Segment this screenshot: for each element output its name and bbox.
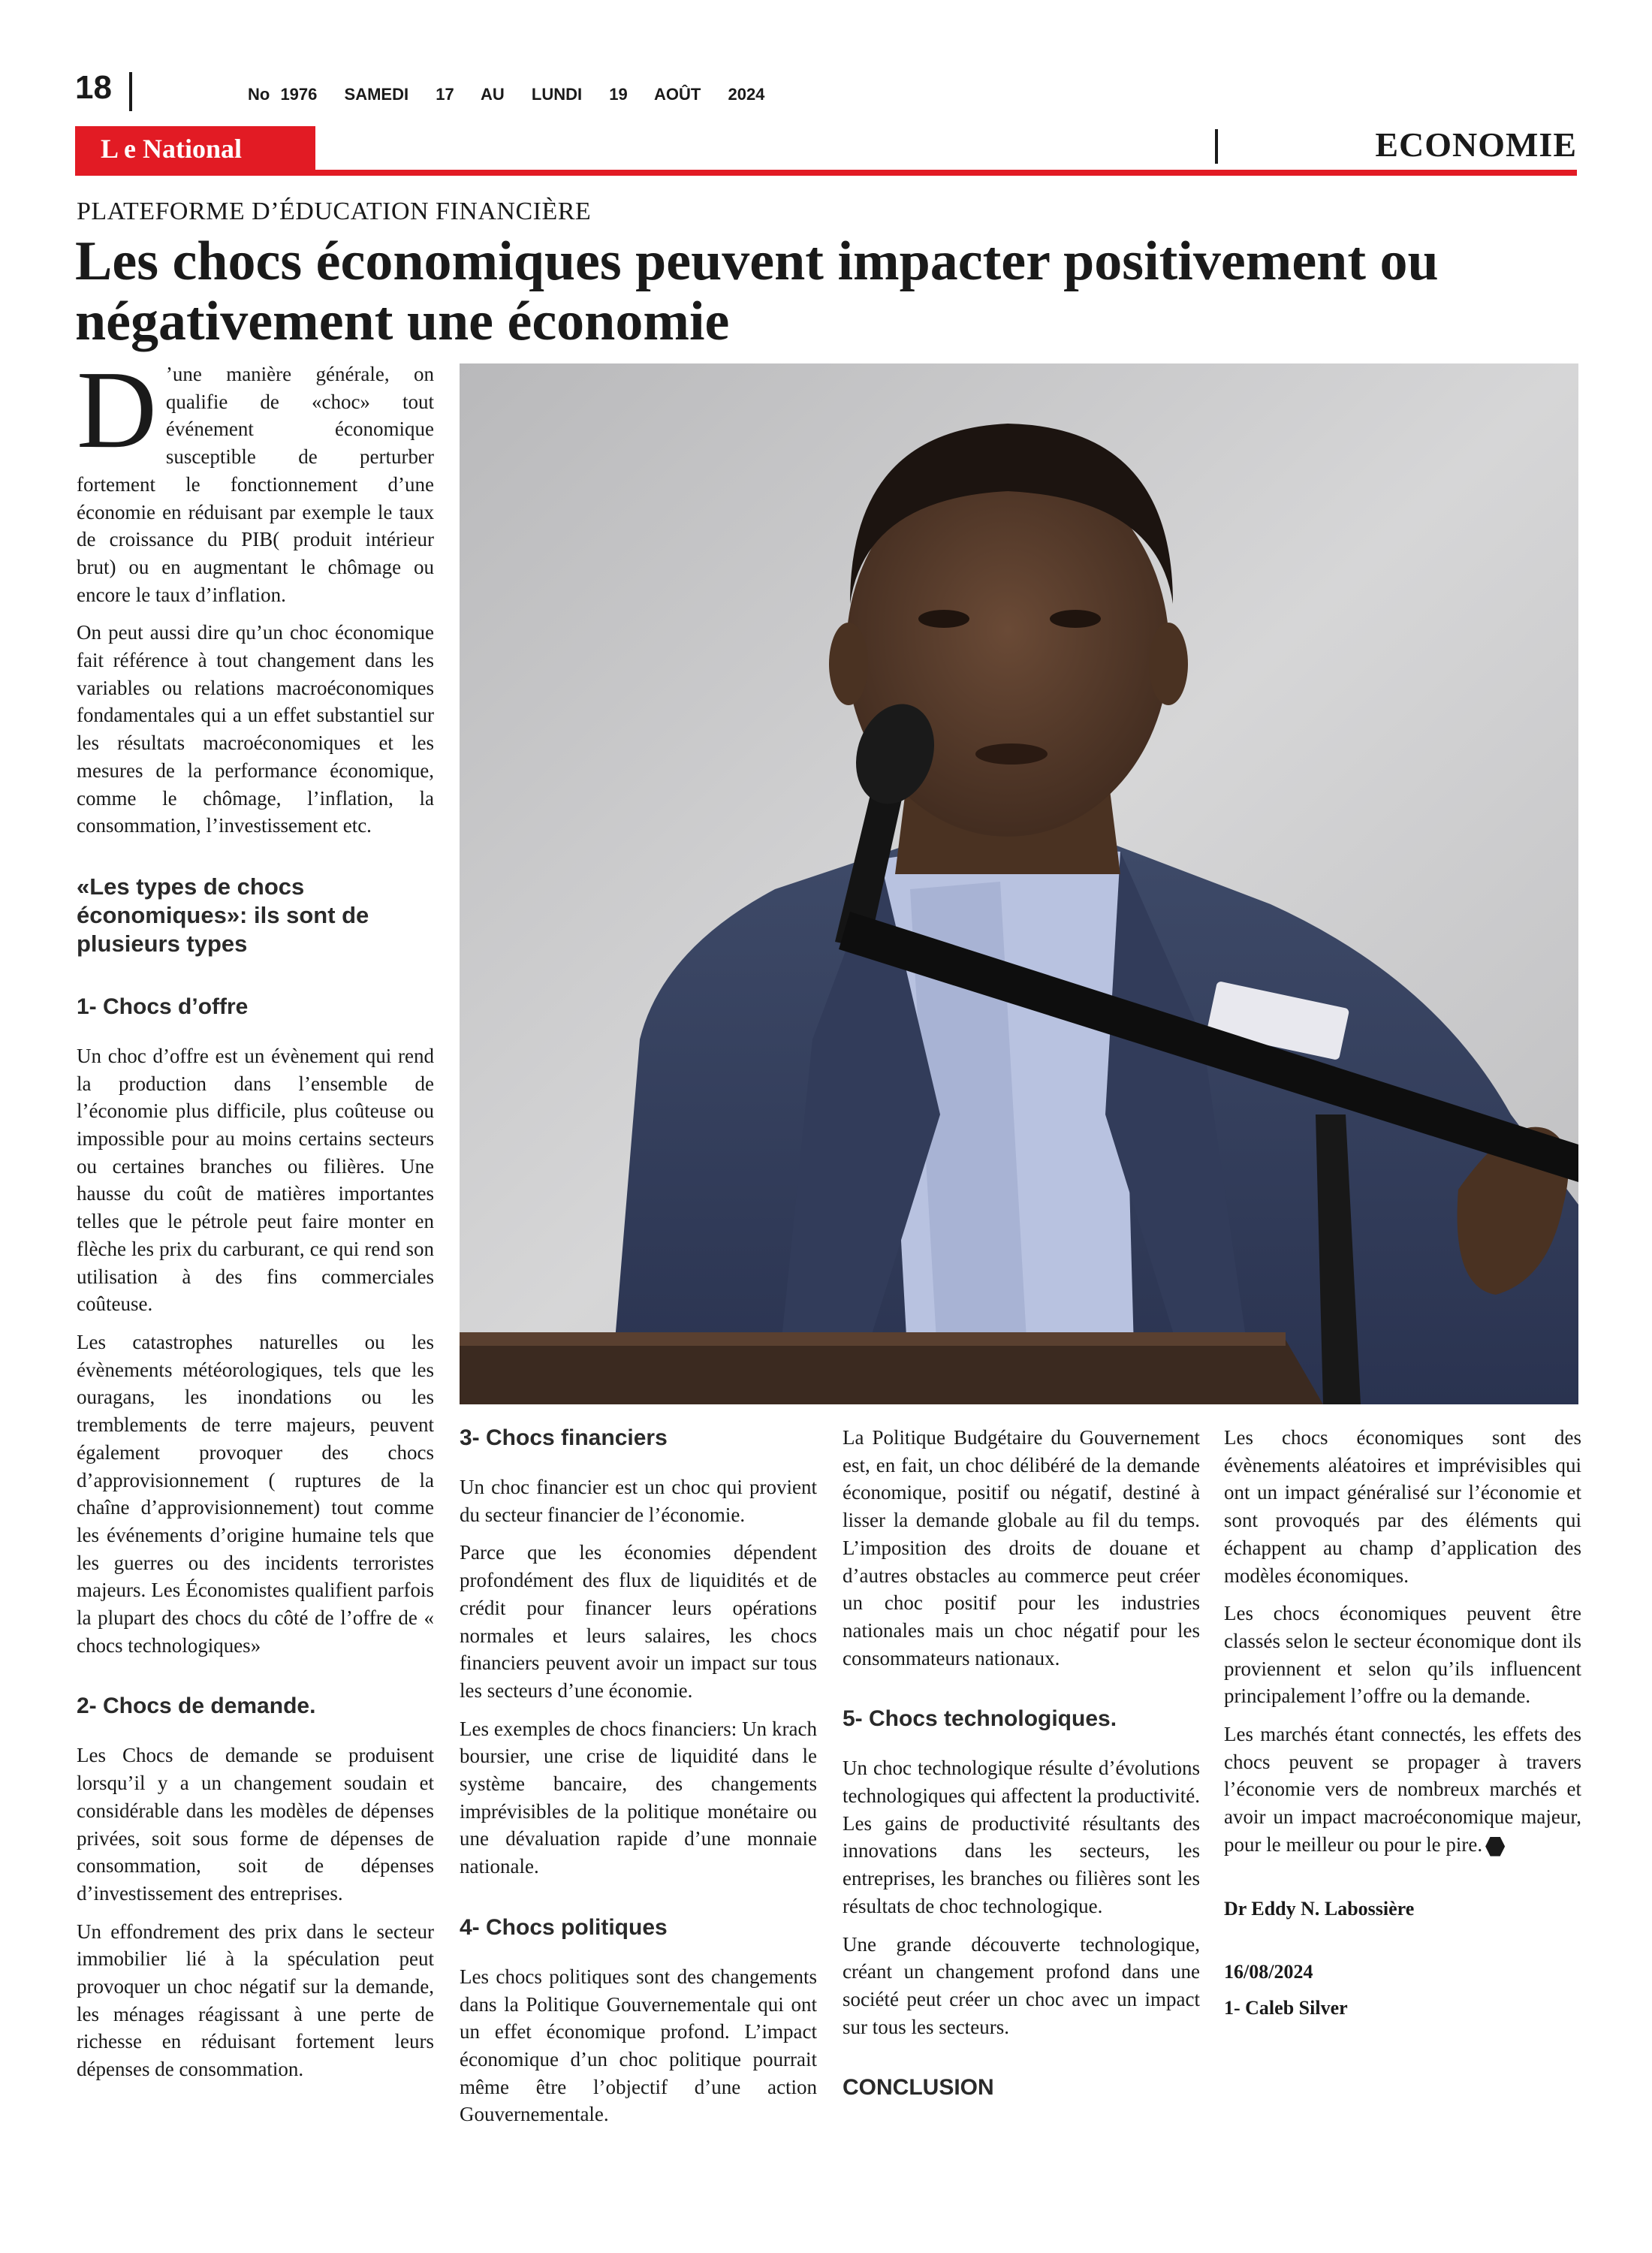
political-paragraph-1: Les chocs politiques sont des changements dans la Politique Gouvernementale qui ont un effet économique profond. L’impact économique d’un choc politique pourrait même être l’objectif d’une action Gouvernementale. [460,1965,817,2126]
article-column-1 [77,348,434,2094]
section-divider [1215,129,1218,164]
page-number: 18 [75,69,112,106]
technological-paragraph-1: Un choc technologique résulte d’évolutions technologiques qui affectent la productivité. Les gains de productivité résultants des innovations dans les secteurs, les entreprises, les branches ou filières sont les résultats de choc technologique. [843,1757,1200,1917]
conclusion-paragraph-1: Les chocs économiques sont des évènements aléatoires et imprévisibles qui ont un impact généralisé sur l’économie et sont provoqués par des éléments qui échappent au champ d’application des modèles économiques. [1224,1426,1581,1587]
article-photo [460,363,1578,1404]
section-heading-conclusion: CONCLUSION [843,2075,994,2101]
brand-name: L e National [101,134,243,164]
drop-cap: D [77,348,157,472]
date-part: 2024 [728,85,765,104]
speaker-photo-illustration [460,363,1578,1404]
financial-paragraph-3: Les exemples de chocs financiers: Un krach boursier, une crise de liquidité dans le système bancaire, des changements imprévisibles de la politique monétaire ou une dévaluation rapide d’une monnaie nationale. [460,1717,817,1878]
issue-date-line [248,84,781,105]
demand-paragraph-1: Les Chocs de demande se produisent lorsqu’il y a un changement soudain et considérable dans les modèles de dépenses privées, soit sous forme de dépenses de consommation, soit de dépenses d’investissement des entreprises. [77,1744,434,1905]
date-part: 19 [609,85,628,104]
issue-number: No 1976 [248,85,318,104]
types-subheading: «Les types de chocs économiques»: ils sont de plusieurs types [77,873,369,957]
political-paragraph-2: La Politique Budgétaire du Gouvernement est, en fait, un choc délibéré de la demande économique, positif ou négatif, destiné à lisser la demande globale au fil du temps. L’imposition des droits de douane et d’autres obstacles au commerce peut créer un choc positif pour les industries nationales mais un choc négatif pour les consommateurs nationaux. [843,1426,1200,1669]
author-name: Dr Eddy N. Labossière [1224,1897,1415,1920]
conclusion-text: Les marchés étant connectés, les effets des chocs peuvent se propager à travers l’économie vers de nombreux marchés et avoir un impact macroéconomique majeur, pour le meilleur ou pour le pire. [1224,1723,1581,1856]
technological-paragraph-2: Une grande découverte technologique, créant un changement profond dans une société peut créer un choc avec un impact sur tous les secteurs. [843,1932,1200,2038]
financial-paragraph-1: Un choc financier est un choc qui provient du secteur financier de l’économie. [460,1476,817,1526]
financial-paragraph-2: Parce que les économies dépendent profondément des flux de liquidités et de crédit pour financer leurs opérations normales et leurs salaires, les chocs financiers peuvent avoir un impact sur tous les secteurs d’une économie. [460,1541,817,1702]
intro-paragraph-2: On peut aussi dire qu’un choc économique fait référence à tout changement dans les variables ou relations macroéconomiques fondamentales qui a un effet substantiel sur les résultats macroéconomiques et les mesures de la performance économique, comme le chômage, l’inflation, la consommation, l’investissement etc. [77,621,434,837]
end-mark-icon [1485,1837,1505,1856]
section-heading-technological: 5- Chocs technologiques. [843,1706,1117,1732]
source-reference: 1- Caleb Silver [1224,1996,1348,2019]
section-heading-political: 4- Chocs politiques [460,1914,668,1940]
page-number-divider [129,72,132,111]
date-part: SAMEDI [344,85,409,104]
date-part: LUNDI [531,85,583,104]
article-headline: Les chocs économiques peuvent impacter positivement ou négativement une économie [75,231,1439,352]
section-heading-financial: 3- Chocs financiers [460,1425,668,1450]
conclusion-paragraph-3 [1224,1721,1581,1859]
article-kicker: PLATEFORME D’ÉDUCATION FINANCIÈRE [77,198,592,225]
section-heading-supply: 1- Chocs d’offre [77,994,249,1019]
article-column-2 [460,1424,817,2139]
intro-paragraph [77,348,434,608]
article-date: 16/08/2024 [1224,1960,1313,1983]
date-part: AOÛT [654,85,701,104]
section-name: ECONOMIE [1375,125,1577,164]
date-part: 17 [436,85,454,104]
conclusion-paragraph-2: Les chocs économiques peuvent être classés selon le secteur économique dont ils proviennent et selon qu’ils influencent principalement l’offre ou la demande. [1224,1602,1581,1708]
supply-paragraph-1: Un choc d’offre est un évènement qui rend la production dans l’ensemble de l’économie plus difficile, plus coûteuse ou impossible pour au moins certains secteurs ou certaines branches ou filières. Une hausse du coût de matières importantes telles que le pétrole peut faire monter en flèche les prix du carburant, ce qui rend son utilisation à des fins commerciales coûteuse. [77,1044,434,1316]
supply-paragraph-2: Les catastrophes naturelles ou les évènements météorologiques, tels que les ouragans, les inondations ou les tremblements de terre majeurs, peuvent également provoquer des chocs d’approvisionnement ( ruptures de la chaîne d’approvisionnement) tout comme les événements d’origine humaine tels que les guerres ou des incidents terroristes majeurs. Les Économistes qualifient parfois la plupart des chocs du côté de l’offre de « chocs technologiques» [77,1330,434,1657]
article-column-3 [843,1424,1200,2123]
demand-paragraph-2: Un effondrement des prix dans le secteur immobilier lié à la spéculation peut provoquer un choc négatif sur la demande, les ménages réagissant à une perte de richesse en réduisant fortement leurs dépenses de consommation. [77,1920,434,2081]
section-heading-demand: 2- Chocs de demande. [77,1694,316,1719]
header-rule [75,170,1577,176]
article-column-4 [1224,1424,1581,2031]
intro-text: ’une manière générale, on qualifie de «choc» tout événement économique susceptible de perturber fortement le fonctionnement d’une économie en réduisant par exemple le taux de croissance du PIB( produit intérieur brut) ou en augmentant le chômage ou encore le taux d’inflation. [77,363,434,606]
date-part: AU [480,85,505,104]
